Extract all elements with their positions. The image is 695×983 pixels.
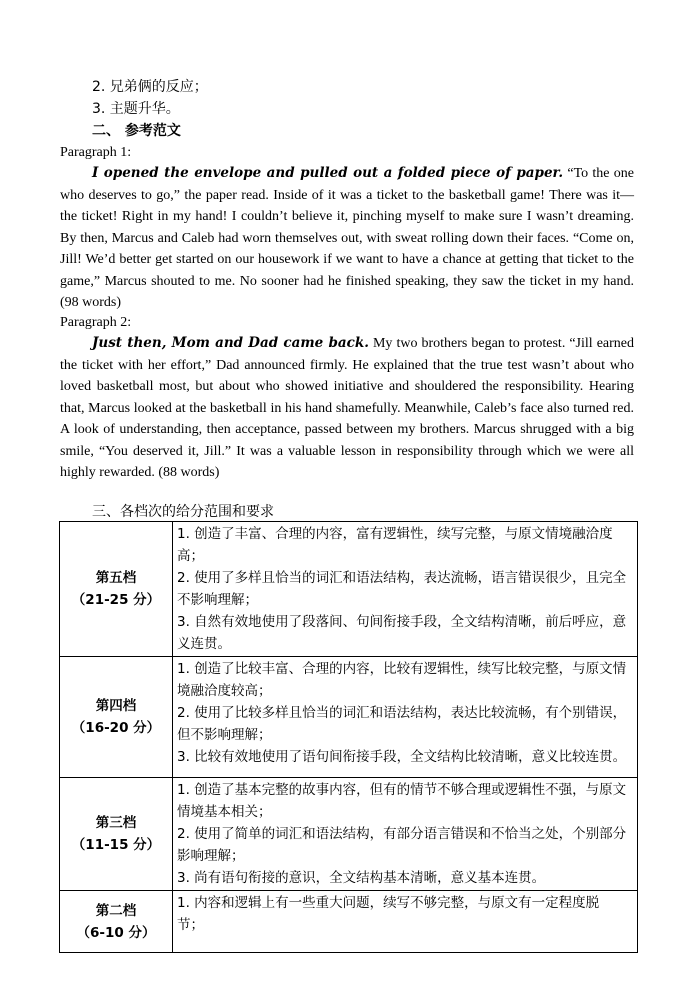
rubric-row: [60, 891, 638, 953]
rubric-criterion: 节；: [177, 917, 204, 933]
rubric-criterion: 1. 创造了丰富、合理的内容，富有逻辑性，续写完整，与原文情境融洽度高；: [177, 526, 613, 564]
paragraph-1-text: [60, 163, 634, 314]
rubric-level-range: （6-10 分）: [76, 924, 156, 941]
rubric-row: [60, 778, 638, 891]
rubric-level-name: 第三档: [95, 815, 137, 831]
rubric-criteria-cell: [173, 522, 638, 657]
paragraph-2-label: Paragraph 2:: [60, 315, 132, 330]
rubric-level-cell: [60, 891, 173, 953]
paragraph-2-text: [60, 333, 634, 484]
rubric-level-name: 第二档: [95, 902, 137, 919]
rubric-level-cell: [60, 657, 173, 778]
rubric-level-range: （21-25 分）: [71, 592, 161, 608]
rubric-level-range: （16-20 分）: [71, 720, 161, 736]
paragraph-1-label: Paragraph 1:: [60, 145, 132, 160]
rubric-level-cell: [60, 522, 173, 657]
rubric-criterion: 2. 使用了多样且恰当的词汇和语法结构，表达流畅，语言错误很少，且完全不影响理解；: [177, 570, 627, 608]
rubric-criterion: 2. 使用了简单的词汇和语法结构，有部分语言错误和不恰当之处，个别部分影响理解；: [177, 826, 627, 864]
paragraph-1-body: “To the one who deserves to go,” the paper read. Inside of it was a ticket to the basketball game! There was it—the ticket! Right in my hand! I couldn’t believe it, pinching myself to make sure I wasn’t dreaming. By then, Marcus and Caleb had worn themselves out, with sweat rolling down their faces. “Come on, Jill! We’d better get started on our housework if we want to have a chance at getting that ticket to the game,” Marcus shouted to me. No sooner had he finished speaking, they saw the ticket in my hand. (98 words): [60, 166, 634, 310]
rubric-criteria-cell: [173, 778, 638, 891]
rubric-level-name: 第四档: [95, 698, 137, 714]
rubric-criterion: 1. 创造了基本完整的故事内容，但有的情节不够合理或逻辑性不强，与原文情境基本相关；: [177, 782, 627, 820]
rubric-criterion: 1. 内容和逻辑上有一些重大问题，续写不够完整，与原文有一定程度脱: [177, 895, 600, 911]
rubric-row: [60, 657, 638, 778]
rubric-criterion: 2. 使用了比较多样且恰当的词汇和语法结构，表达比较流畅，有个别错误，但不影响理解；: [177, 705, 627, 743]
rubric-level-name: 第五档: [95, 570, 137, 586]
scoring-rubric-table: [59, 521, 638, 953]
rubric-criterion: 1. 创造了比较丰富、合理的内容，比较有逻辑性，续写比较完整，与原文情境融洽度较高；: [177, 661, 627, 699]
outline-item-3: 3. 主题升华。: [92, 101, 180, 117]
rubric-criterion: 3. 尚有语句衔接的意识，全文结构基本清晰，意义基本连贯。: [177, 870, 546, 886]
rubric-criterion: 3. 自然有效地使用了段落间、句间衔接手段，全文结构清晰，前后呼应，意义连贯。: [177, 614, 627, 652]
sample-essay-heading: 二、 参考范文: [92, 123, 181, 139]
outline-item-2: 2. 兄弟俩的反应；: [92, 79, 208, 95]
rubric-criteria-cell: [173, 891, 638, 953]
paragraph-1-lead: I opened the envelope and pulled out a folded piece of paper.: [92, 165, 564, 181]
rubric-row: [60, 522, 638, 657]
rubric-level-range: （11-15 分）: [71, 837, 161, 853]
paragraph-2-lead: Just then, Mom and Dad came back.: [92, 335, 369, 351]
rubric-heading: 三、各档次的给分范围和要求: [92, 504, 274, 520]
rubric-level-cell: [60, 778, 173, 891]
rubric-criterion: 3. 比较有效地使用了语句间衔接手段，全文结构比较清晰，意义比较连贯。: [177, 749, 627, 765]
rubric-criteria-cell: [173, 657, 638, 778]
paragraph-2-body: My two brothers began to protest. “Jill earned the ticket with her effort,” Dad announced firmly. He explained that the true test wasn’t about who loved basketball most, but about who showed initiative and shouldered the responsibility. Hearing that, Marcus looked at the basketball in his hand shamefully. Meanwhile, Caleb’s face also turned red. A look of understanding, then acceptance, passed between my brothers. Marcus shrugged with a big smile, “You deserved it, Jill.” It was a valuable lesson in responsibility through which we were all highly rewarded. (88 words): [60, 336, 634, 480]
